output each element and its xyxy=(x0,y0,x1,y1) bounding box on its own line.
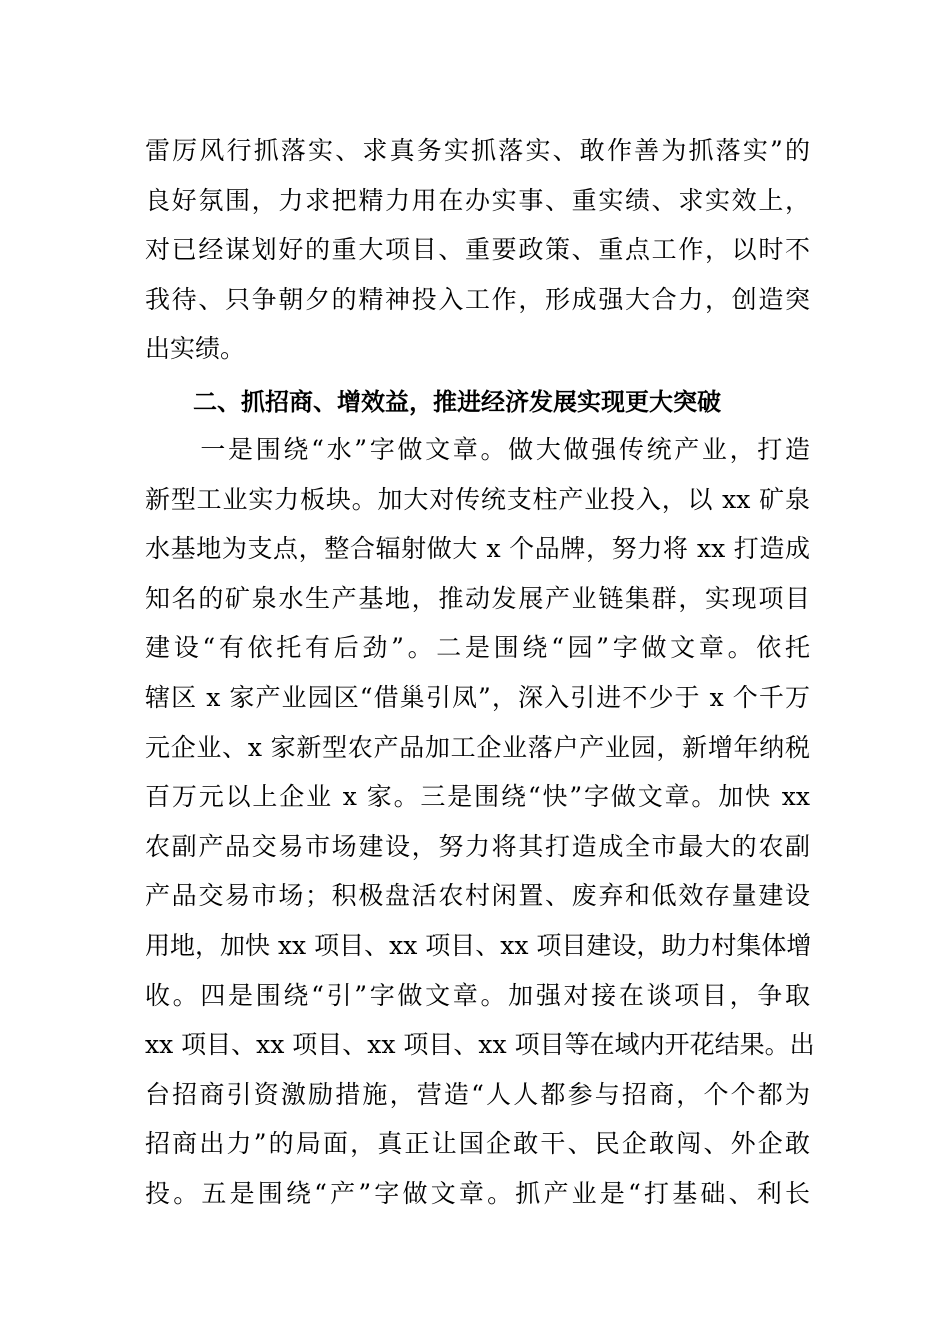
paragraph-line: 新型工业实力板块。加大对传统支柱产业投入，以 xx 矿泉 xyxy=(145,484,810,514)
paragraph-line: xx 项目、xx 项目、xx 项目、xx 项目等在域内开花结果。出 xyxy=(145,1030,815,1060)
paragraph-line: 一是围绕“水”字做文章。做大做强传统产业，打造 xyxy=(145,435,810,464)
paragraph-line: 出实绩。 xyxy=(145,334,246,364)
paragraph-line: 农副产品交易市场建设，努力将其打造成全市最大的农副 xyxy=(145,831,810,861)
paragraph-line: 台招商引资激励措施，营造“人人都参与招商，个个都为 xyxy=(145,1079,810,1109)
paragraph-continuation xyxy=(145,126,810,374)
paragraph-investment xyxy=(145,425,815,1219)
paragraph-line: 收。四是围绕“引”字做文章。加强对接在谈项目，争取 xyxy=(145,980,810,1010)
paragraph-line: 招商出力”的局面，真正让国企敢干、民企敢闯、外企敢 xyxy=(145,1129,810,1159)
paragraph-line: 用地，加快 xx 项目、xx 项目、xx 项目建设，助力村集体增 xyxy=(145,930,812,960)
paragraph-line: 元企业、x 家新型农产品加工企业落户产业园，新增年纳税 xyxy=(145,732,810,762)
paragraph-line: 辖区 x 家产业园区“借巢引凤”，深入引进不少于 x 个千万 xyxy=(145,682,810,712)
paragraph-line: 水基地为支点，整合辐射做大 x 个品牌，努力将 xx 打造成 xyxy=(145,534,810,564)
paragraph-line: 良好氛围，力求把精力用在办实事、重实绩、求实效上， xyxy=(145,185,810,215)
paragraph-line: 雷厉风行抓落实、求真务实抓落实、敢作善为抓落实”的 xyxy=(145,136,810,165)
paragraph-line: 投。五是围绕“产”字做文章。抓产业是“打基础、利长 xyxy=(145,1178,810,1208)
paragraph-line: 我待、只争朝夕的精神投入工作，形成强大合力，创造突 xyxy=(145,284,810,314)
section-heading: 二、抓招商、增效益，推进经济发展实现更大突破 xyxy=(193,388,721,416)
paragraph-line: 建设“有依托有后劲”。二是围绕“园”字做文章。依托 xyxy=(145,633,810,663)
paragraph-line: 百万元以上企业 x 家。三是围绕“快”字做文章。加快 xx xyxy=(145,782,810,812)
paragraph-line: 对已经谋划好的重大项目、重要政策、重点工作，以时不 xyxy=(145,235,810,265)
paragraph-line: 知名的矿泉水生产基地，推动发展产业链集群，实现项目 xyxy=(145,583,810,613)
paragraph-line: 产品交易市场；积极盘活农村闲置、废弃和低效存量建设 xyxy=(145,881,810,911)
